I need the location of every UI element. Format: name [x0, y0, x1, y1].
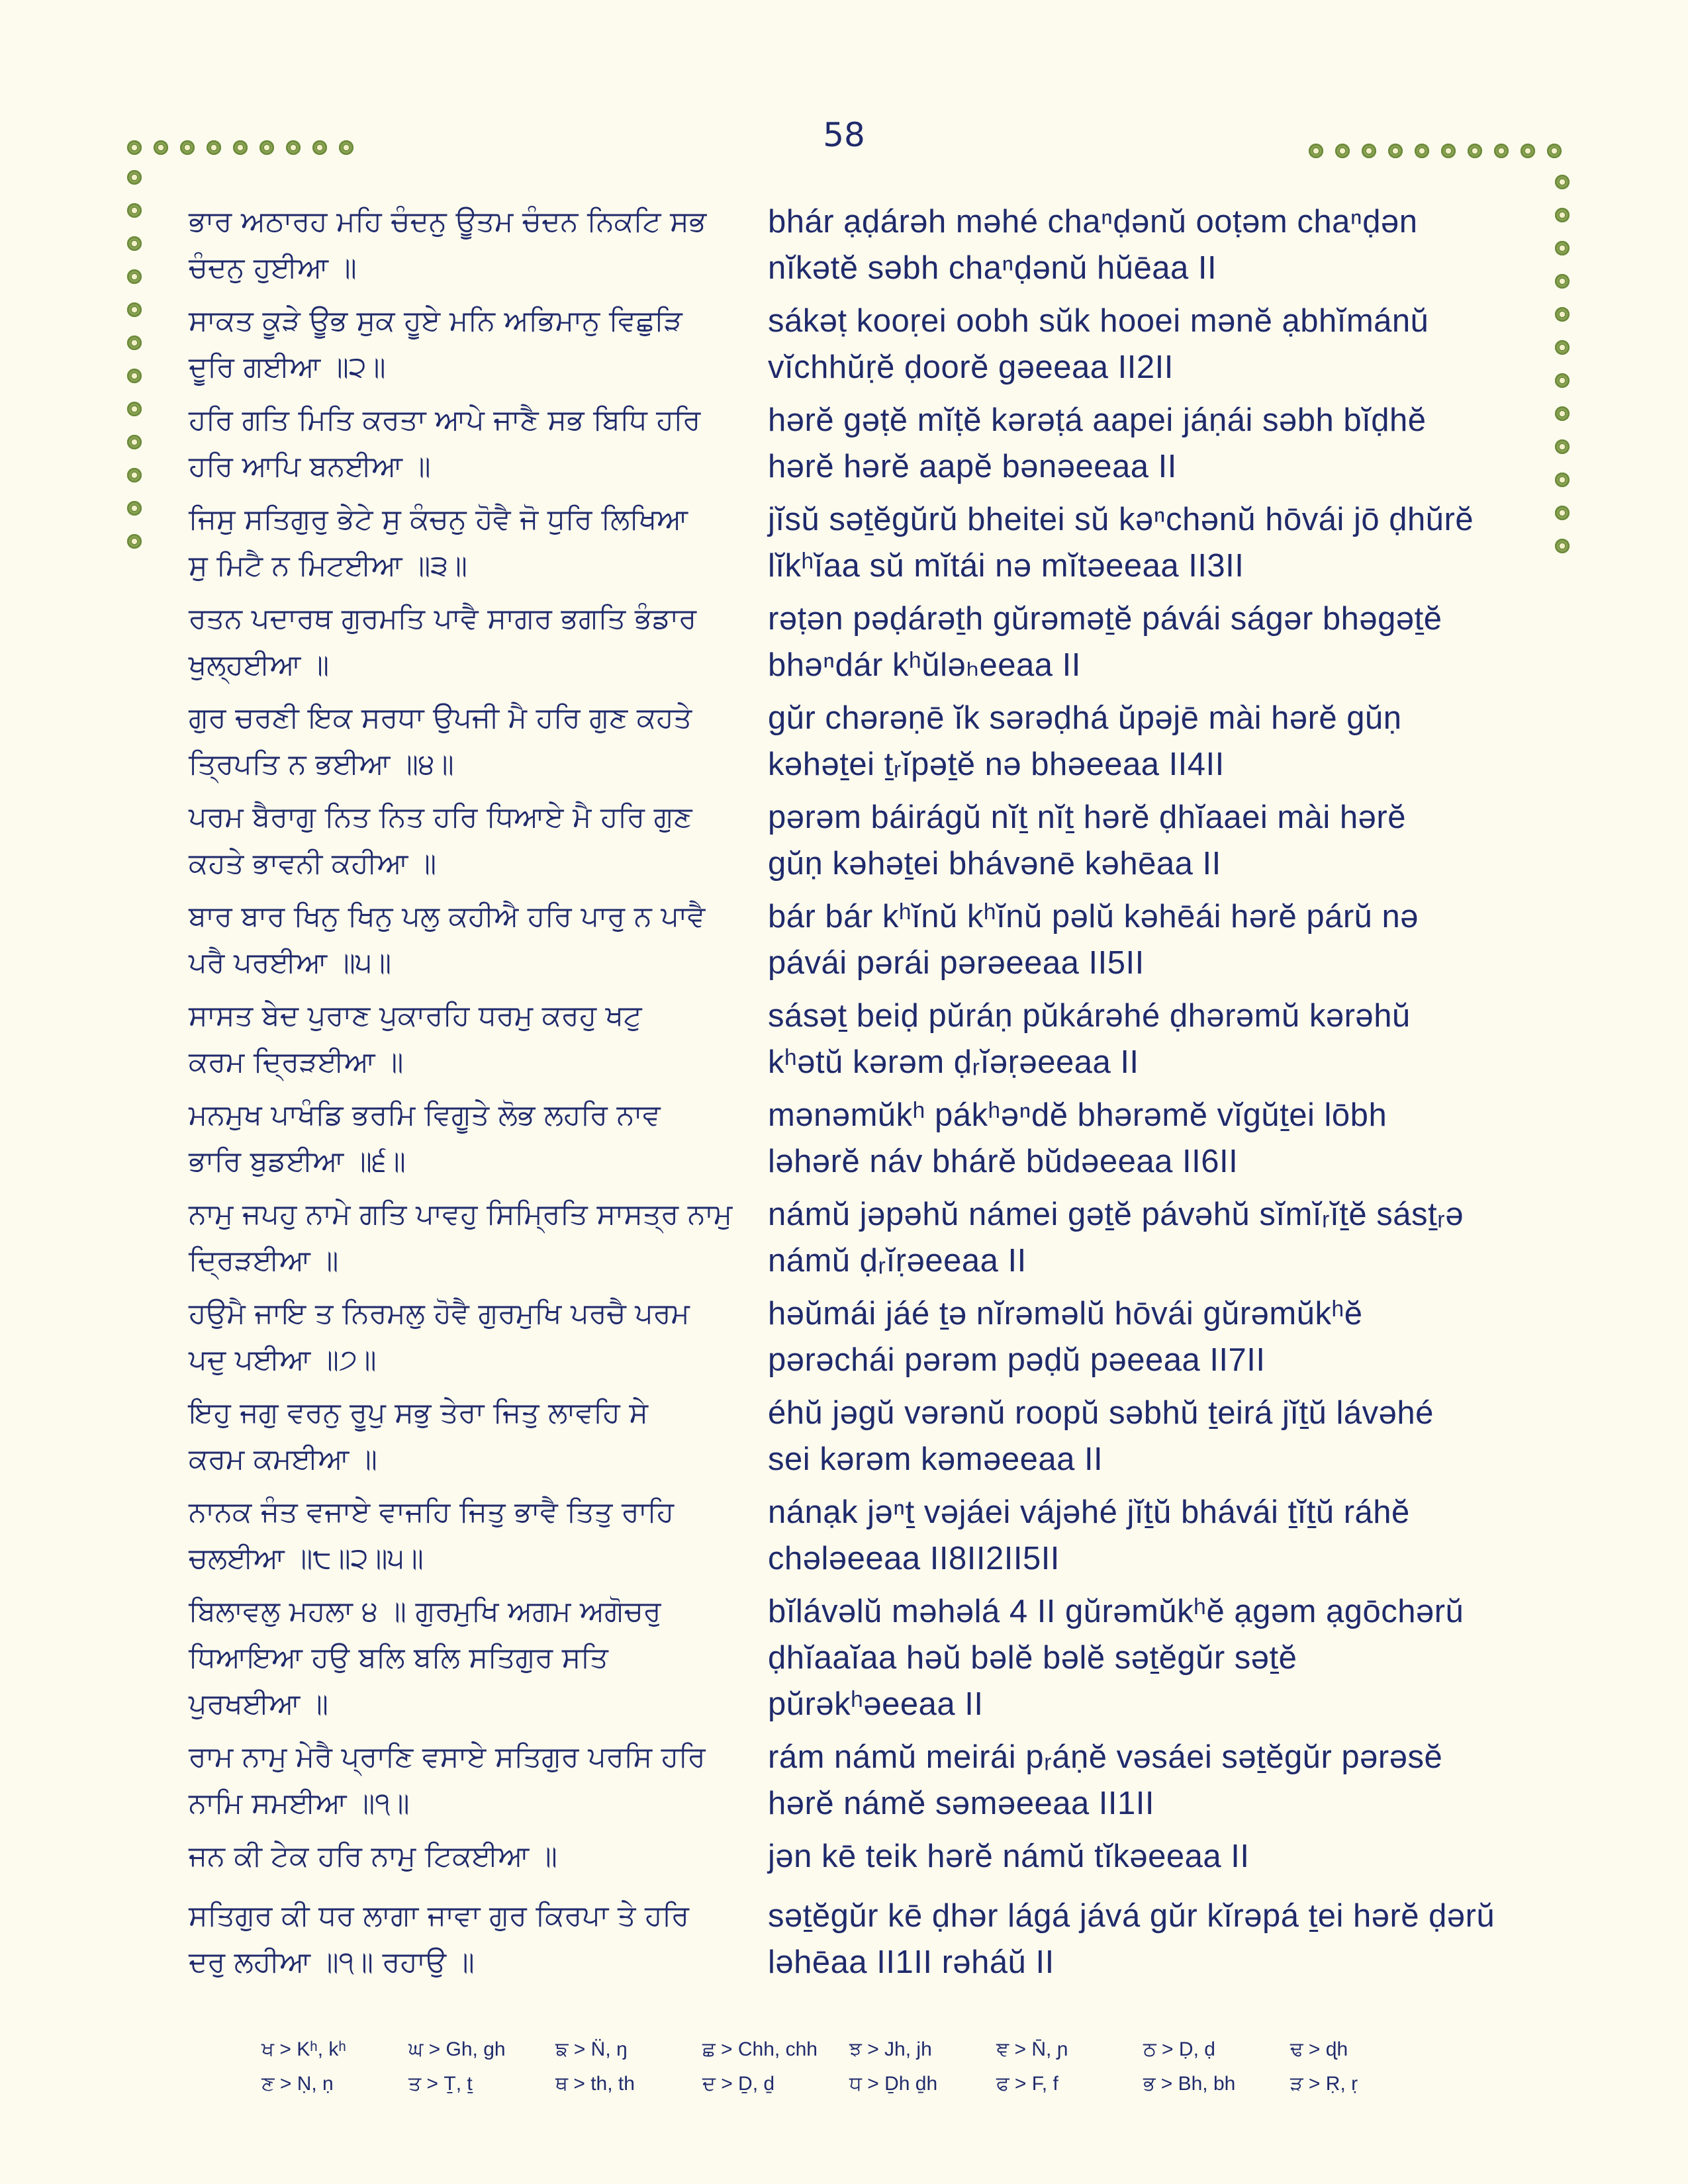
verse-row: [189, 496, 1513, 589]
transliteration-text: sákəṭ kooṛei oobh sŭk hooei mənĕ ạbhĭmánŭ vĭchhŭṛĕ ḍoorĕ gəeeaa II2II: [768, 303, 1429, 385]
flower-icon: [258, 139, 275, 156]
verse-row: [189, 397, 1513, 490]
flower-icon: [126, 433, 143, 451]
verse-row: [189, 1489, 1513, 1582]
gurmukhi-text: ਨਾਮੁ ਜਪਹੁ ਨਾਮੇ ਗਤਿ ਪਾਵਹੁ ਸਿਮ੍ਰਿਤਿ ਸਾਸਤ੍ਰ ਨਾਮੁ ਦ੍ਰਿੜਈਆ ॥: [189, 1198, 733, 1277]
gurmukhi-text: ਬਾਰ ਬਾਰ ਖਿਨੁ ਖਿਨੁ ਪਲੁ ਕਹੀਐ ਹਰਿ ਪਾਰੁ ਨ ਪਾਵੈ ਪਰੈ ਪਰਈਆ ॥੫॥: [189, 900, 706, 979]
ornament-top-right: [1307, 142, 1563, 159]
gurmukhi-text: ਨਾਨਕ ਜੰਤ ਵਜਾਏ ਵਾਜਹਿ ਜਿਤੁ ਭਾਵੈ ਤਿਤੁ ਰਾਹਿ ਚਲਈਆ ॥੮॥੨॥੫॥: [189, 1496, 675, 1575]
flower-icon: [1387, 142, 1404, 159]
flower-icon: [126, 334, 143, 351]
legend-item: ਝ > Jh, jh: [849, 2038, 932, 2060]
gurmukhi-text: ਰਾਮ ਨਾਮੁ ਮੇਰੈ ਪ੍ਰਾਣਿ ਵਸਾਏ ਸਤਿਗੁਰ ਪਰਸਿ ਹਰਿ ਨਾਮਿ ਸਮਈਆ ॥੧॥: [189, 1741, 706, 1820]
flower-icon: [1413, 142, 1430, 159]
verse-row: [189, 1191, 1513, 1284]
flower-icon: [126, 533, 143, 550]
flower-icon: [1554, 537, 1571, 555]
gurmukhi-text: ਇਹੁ ਜਗੁ ਵਰਨੁ ਰੂਪੁ ਸਭੁ ਤੇਰਾ ਜਿਤੁ ਲਾਵਹਿ ਸੇ ਕਰਮ ਕਮਈਆ ॥: [189, 1396, 649, 1476]
gurmukhi-text: ਰਤਨ ਪਦਾਰਥ ਗੁਰਮਤਿ ਪਾਵੈ ਸਾਗਰ ਭਗਤਿ ਭੰਡਾਰ ਖੁਲ੍ਹਈਆ ॥: [189, 602, 697, 682]
verse-row: [189, 794, 1513, 887]
transliteration-text: hərĕ gəṭĕ mĭṭĕ kərəṭá aapei jáṇái səbh bĭḍhĕ hərĕ hərĕ aapĕ bənəeeaa II: [768, 402, 1427, 484]
verse-row: [189, 199, 1513, 291]
flower-icon: [126, 367, 143, 385]
ornament-left-column: [126, 169, 143, 550]
transliteration-text: həŭmái jáé ṯə nĭrəməlŭ hōvái gŭrəmŭkʰĕ pərəchái pərəm pəḍŭ pəeeaa II7II: [768, 1296, 1363, 1378]
gurmukhi-text: ਪਰਮ ਬੈਰਾਗੁ ਨਿਤ ਨਿਤ ਹਰਿ ਧਿਆਏ ਮੈ ਹਰਿ ਗੁਣ ਕਹਤੇ ਭਾਵਨੀ ਕਹੀਆ ॥: [189, 801, 692, 880]
gurmukhi-text: ਭਾਰ ਅਠਾਰਹ ਮਹਿ ਚੰਦਨੁ ਊਤਮ ਚੰਦਨ ਨਿਕਟਿ ਸਭ ਚੰਦਨੁ ਹੁਈਆ ॥: [189, 205, 707, 285]
verse-row: [189, 993, 1513, 1085]
legend-item: ਦ > Ḏ, ḏ: [702, 2073, 775, 2095]
verse-row: [189, 1291, 1513, 1383]
flower-icon: [179, 139, 196, 156]
verse-row: [189, 1893, 1513, 1985]
legend-item: ੜ > Ṛ, ṛ: [1290, 2073, 1358, 2095]
gurmukhi-text: ਹਉਮੈ ਜਾਇ ਤ ਨਿਰਮਲੁ ਹੋਵੈ ਗੁਰਮੁਖਿ ਪਰਚੈ ਪਰਮ ਪਦੁ ਪਈਆ ॥੭॥: [189, 1297, 690, 1377]
flower-icon: [1554, 471, 1571, 488]
gurmukhi-text: ਸਾਕਤ ਕੂੜੇ ਊਭ ਸੁਕ ਹੂਏ ਮਨਿ ਅਭਿਮਾਨੁ ਵਿਛੁੜਿ ਦੂਰਿ ਗਈਆ ॥੨॥: [189, 304, 682, 384]
transliteration-text: jĭsŭ səṯĕgŭrŭ bheitei sŭ kəⁿchənŭ hōvái jō ḍhŭrĕ lĭkʰĭaa sŭ mĭtái nə mĭtəeeaa II3II: [768, 502, 1474, 584]
verse-list: [189, 199, 1513, 1992]
gurmukhi-text: ਜਨ ਕੀ ਟੇਕ ਹਰਿ ਨਾਮੁ ਟਿਕਈਆ ॥: [189, 1840, 557, 1873]
flower-icon: [126, 500, 143, 517]
transliteration-text: səṯĕgŭr kē ḍhər lágá jává gŭr kĭrəpá ṯei hərĕ ḍərŭ ləhēaa II1II rəháŭ II: [768, 1898, 1495, 1980]
legend-item: ਞ > N̄, ɲ: [996, 2038, 1068, 2060]
legend-item: ਠ > Ḍ, ḍ: [1143, 2038, 1215, 2060]
verse-row: [189, 1588, 1513, 1727]
flower-icon: [126, 235, 143, 252]
flower-icon: [126, 202, 143, 219]
flower-icon: [1466, 142, 1483, 159]
verse-row: [189, 893, 1513, 986]
flower-icon: [285, 139, 302, 156]
ornament-right-column: [1554, 173, 1571, 555]
gurmukhi-text: ਜਿਸੁ ਸਤਿਗੁਰੁ ਭੇਟੇ ਸੁ ਕੰਚਨੁ ਹੋਵੈ ਜੋ ਧੁਰਿ ਲਿਖਿਆ ਸੁ ਮਿਟੈ ਨ ਮਿਟਈਆ ॥੩॥: [189, 503, 688, 582]
flower-icon: [126, 139, 143, 156]
flower-icon: [232, 139, 249, 156]
verse-row: [189, 596, 1513, 688]
flower-icon: [1519, 142, 1536, 159]
flower-icon: [1546, 142, 1563, 159]
verse-row: [189, 298, 1513, 390]
legend-item: ਛ > Chh, chh: [702, 2038, 818, 2060]
transliteration-text: mənəmŭkʰ pákʰəⁿdĕ bhərəmĕ vĭgŭṯei lōbh ləhərĕ náv bhárĕ bŭdəeeaa II6II: [768, 1097, 1387, 1179]
flower-icon: [1334, 142, 1351, 159]
flower-icon: [205, 139, 222, 156]
flower-icon: [1493, 142, 1510, 159]
transliteration-text: bhár ạḍárəh məhé chaⁿḍənŭ ooṭəm chaⁿḍən nĭkətĕ səbh chaⁿḍənŭ hŭēaa II: [768, 204, 1418, 286]
transliteration-text: bár bár kʰĭnŭ kʰĭnŭ pəlŭ kəhēái hərĕ párŭ nə pávái pərái pərəeeaa II5II: [768, 899, 1419, 981]
gurmukhi-text: ਸਾਸਤ ਬੇਦ ਪੁਰਾਣ ਪੁਕਾਰਹਿ ਧਰਮੁ ਕਰਹੁ ਖਟੁ ਕਰਮ ਦ੍ਰਿੜਈਆ ॥: [189, 999, 642, 1079]
page-number: 58: [823, 116, 865, 154]
flower-icon: [1440, 142, 1457, 159]
flower-icon: [1307, 142, 1325, 159]
flower-icon: [126, 268, 143, 285]
flower-icon: [152, 139, 169, 156]
flower-icon: [126, 169, 143, 186]
legend-item: ਙ > N̈, ŋ: [555, 2038, 628, 2060]
transliteration-text: námŭ jəpəhŭ námei gəṯĕ pávəhŭ sĭmĭᵣĭṯĕ sásṯᵣə námŭ ḍᵣĭṛəeeaa II: [768, 1197, 1464, 1279]
gurmukhi-text: ਬਿਲਾਵਲੁ ਮਹਲਾ ੪ ॥ ਗੁਰਮੁਖਿ ਅਗਮ ਅਗੋਚਰੁ ਧਿਆਇਆ ਹਉ ਬਲਿ ਬਲਿ ਸਤਿਗੁਰ ਸਤਿ ਪੁਰਖਈਆ ॥: [189, 1595, 661, 1721]
flower-icon: [338, 139, 355, 156]
legend-item: ਤ > Ṯ, ṯ: [408, 2073, 473, 2095]
transliteration-text: sásəṯ beiḍ pŭráṇ pŭkárəhé ḍhərəmŭ kərəhŭ kʰətŭ kərəm ḍᵣĭəṛəeeaa II: [768, 998, 1411, 1080]
flower-icon: [1554, 339, 1571, 356]
verse-row: [189, 1833, 1513, 1880]
flower-icon: [311, 139, 328, 156]
ornament-top-left: [126, 139, 355, 156]
transliteration-legend: [261, 2038, 1453, 2107]
verse-row: [189, 1734, 1513, 1827]
legend-row: [261, 2038, 1453, 2061]
transliteration-text: rəṭən pəḍárəṯh gŭrəməṯĕ pávái ságər bhəgəṯĕ bhəⁿdár kʰŭləₕeeaa II: [768, 601, 1442, 683]
flower-icon: [1554, 372, 1571, 389]
flower-icon: [1554, 306, 1571, 323]
gurmukhi-text: ਗੁਰ ਚਰਣੀ ਇਕ ਸਰਧਾ ਉਪਜੀ ਮੈ ਹਰਿ ਗੁਣ ਕਹਤੇ ਤ੍ਰਿਪਤਿ ਨ ਭਈਆ ॥੪॥: [189, 702, 692, 781]
legend-row: [261, 2073, 1453, 2095]
flower-icon: [1554, 504, 1571, 522]
verse-row: [189, 695, 1513, 788]
gurmukhi-text: ਸਤਿਗੁਰ ਕੀ ਧਰ ਲਾਗਾ ਜਾਵਾ ਗੁਰ ਕਿਰਪਾ ਤੇ ਹਰਿ ਦਰੁ ਲਹੀਆ ॥੧॥ ਰਹਾਉ ॥: [189, 1899, 690, 1979]
transliteration-text: rám námŭ meirái pᵣáṇĕ vəsáei səṯĕgŭr pərəsĕ hərĕ námĕ səməeeaa II1II: [768, 1739, 1443, 1821]
flower-icon: [1554, 173, 1571, 191]
flower-icon: [126, 400, 143, 418]
legend-item: ਘ > Gh, gh: [408, 2038, 506, 2060]
flower-icon: [1554, 405, 1571, 422]
flower-icon: [126, 301, 143, 318]
gurmukhi-text: ਹਰਿ ਗਤਿ ਮਿਤਿ ਕਰਤਾ ਆਪੇ ਜਾਣੈ ਸਭ ਬਿਧਿ ਹਰਿ ਹਰਿ ਆਪਿ ਬਨਈਆ ॥: [189, 404, 701, 483]
legend-item: ਭ > Bh, bh: [1143, 2073, 1236, 2095]
legend-item: ਥ > th, th: [555, 2073, 635, 2095]
transliteration-text: gŭr chərəṇē ĭk sərəḍhá ŭpəjē mài hərĕ gŭṇ kəhəṯei ṯᵣĭpəṯĕ nə bhəeeaa II4II: [768, 700, 1402, 782]
verse-row: [189, 1390, 1513, 1482]
flower-icon: [1360, 142, 1378, 159]
transliteration-text: nánạk jəⁿṯ vəjáei vájəhé jĭṯŭ bhávái ṯĭṯŭ ráhĕ chələeeaa II8II2II5II: [768, 1494, 1410, 1576]
gurmukhi-text: ਮਨਮੁਖ ਪਾਖੰਡਿ ਭਰਮਿ ਵਿਗੂਤੇ ਲੋਭ ਲਹਰਿ ਨਾਵ ਭਾਰਿ ਬੁਡਈਆ ॥੬॥: [189, 1099, 661, 1178]
legend-item: ਫ > F, f: [996, 2073, 1058, 2095]
legend-item: ਣ > Ṇ, ṇ: [261, 2073, 334, 2095]
flower-icon: [1554, 273, 1571, 290]
transliteration-text: pərəm báirágŭ nĭṯ nĭṯ hərĕ ḍhĭaaei mài hərĕ gŭṇ kəhəṯei bhávənē kəhēaa II: [768, 799, 1406, 882]
legend-item: ਖ > Kʰ, kʰ: [261, 2038, 346, 2060]
verse-row: [189, 1092, 1513, 1185]
flower-icon: [126, 467, 143, 484]
flower-icon: [1554, 438, 1571, 455]
legend-item: ਧ > Ḏh ḏh: [849, 2073, 938, 2095]
transliteration-text: éhŭ jəgŭ vərənŭ roopŭ səbhŭ ṯeirá jĭṯŭ lávəhé sei kərəm kəməeeaa II: [768, 1395, 1434, 1477]
transliteration-text: bĭlávəlŭ məhəlá 4 II gŭrəmŭkʰĕ ạgəm ạgōchərŭ ḍhĭaaĭaa həŭ bəlĕ bəlĕ səṯĕgŭr səṯĕ pŭrəkʰəeeaa II: [768, 1594, 1464, 1722]
flower-icon: [1554, 240, 1571, 257]
legend-item: ਢ > ɖh: [1290, 2038, 1348, 2060]
transliteration-text: jən kē teik hərĕ námŭ tĭkəeeaa II: [768, 1839, 1250, 1874]
flower-icon: [1554, 206, 1571, 224]
